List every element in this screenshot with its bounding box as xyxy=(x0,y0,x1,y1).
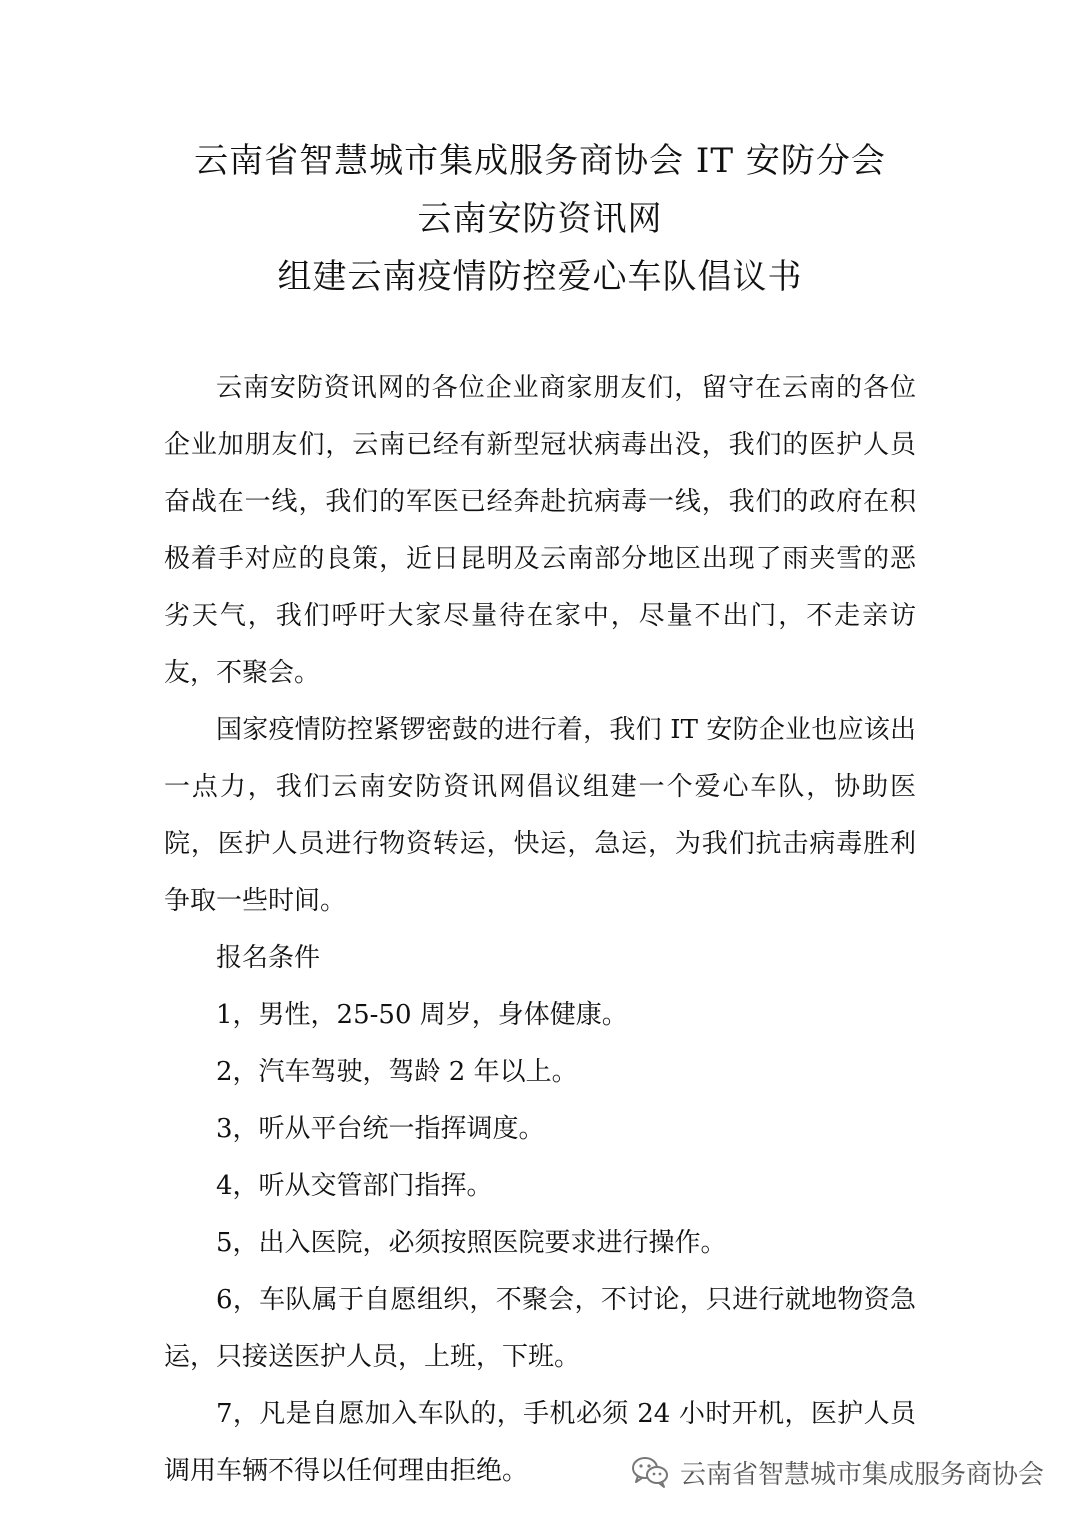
watermark-text: 云南省智慧城市集成服务商协会 xyxy=(679,1459,1044,1490)
condition-item-1: 1，男性，25-50 周岁，身体健康。 xyxy=(216,1000,628,1030)
condition-item-7: 7，凡是自愿加入车队的，手机必须 24 小时开机，医护人员调用车辆不得以任何理由拒绝。 xyxy=(164,1399,916,1486)
document-title xyxy=(0,132,1080,306)
condition-item-6: 6，车队属于自愿组织，不聚会，不讨论，只进行就地物资急运，只接送医护人员，上班，下班。 xyxy=(164,1285,916,1372)
condition-item-5: 5，出入医院，必须按照医院要求进行操作。 xyxy=(216,1228,727,1258)
title-line-2: 云南安防资讯网 xyxy=(417,199,663,239)
title-line-1: 云南省智慧城市集成服务商协会 IT 安防分会 xyxy=(194,141,886,181)
condition-item-3: 3，听从平台统一指挥调度。 xyxy=(216,1114,545,1144)
condition-item-4: 4，听从交管部门指挥。 xyxy=(216,1171,493,1201)
wechat-icon xyxy=(630,1455,670,1489)
paragraph-proposal: 国家疫情防控紧锣密鼓的进行着，我们 IT 安防企业也应该出一点力，我们云南安防资讯网倡议组建一个爱心车队，协助医院，医护人员进行物资转运，快运，急运，为我们抗击病毒胜利争取一些时间。 xyxy=(164,715,916,916)
conditions-heading: 报名条件 xyxy=(216,943,321,973)
title-line-3: 组建云南疫情防控爱心车队倡议书 xyxy=(277,257,803,297)
account-watermark xyxy=(630,1452,1044,1492)
paragraph-greeting: 云南安防资讯网的各位企业商家朋友们，留守在云南的各位企业加朋友们，云南已经有新型冠状病毒出没，我们的医护人员奋战在一线，我们的军医已经奔赴抗病毒一线，我们的政府在积极着手对应的良策，近日昆明及云南部分地区出现了雨夹雪的恶劣天气，我们呼吁大家尽量待在家中，尽量不出门，不走亲访友，不聚会。 xyxy=(164,373,916,688)
condition-item-2: 2，汽车驾驶，驾龄 2 年以上。 xyxy=(216,1057,578,1087)
document-body xyxy=(164,360,916,1500)
